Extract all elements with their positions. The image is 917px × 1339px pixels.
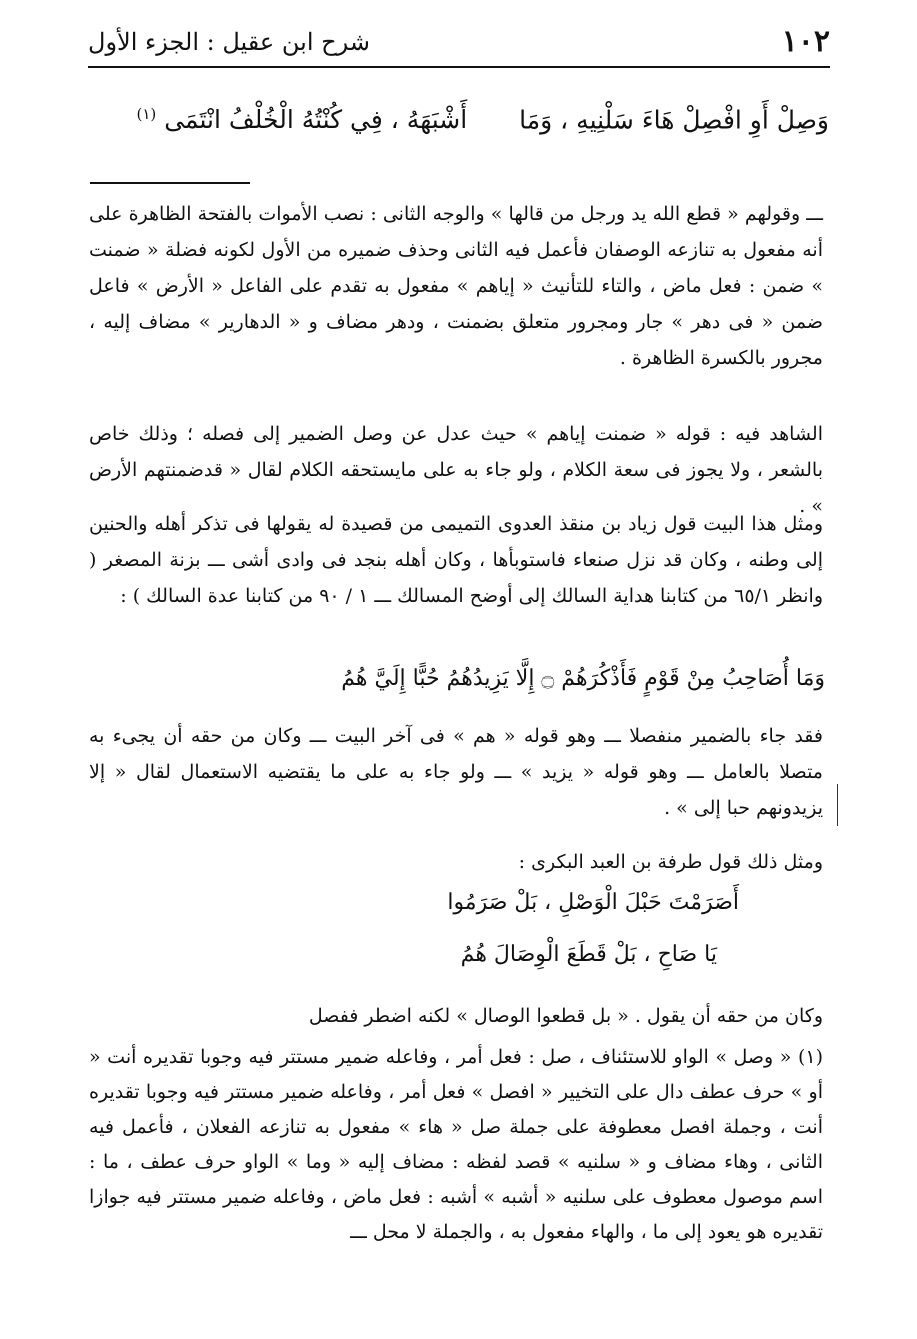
commentary-paragraph-6: وكان من حقه أن يقول . « بل قطعوا الوصال » لكنه اضطر ففصل xyxy=(308,1005,823,1027)
quoted-verse-1: وَمَا أُصَاحِبُ مِنْ قَوْمٍ فَأَذْكُرَهُمْ ۝ إِلَّا يَزِيدُهُمُ حُبًّا إِلَيَّ هُمُ xyxy=(341,666,825,691)
commentary-paragraph-1: ـــ وقولهم « قطع الله يد ورجل من قالها » والوجه الثانى : نصب الأموات بالفتحة الظاهرة على أنه مفعول به تنازعه الوصفان فأعمل فيه الثانى وحذف ضميره من الأول لكونه فضلة « ضمنت » ضمن : فعل ماض ، والتاء للتأنيث « إياهم » مفعول به تقدم على الفاعل « الأرض » فاعل ضمن « فى دهر » جار ومجرور متعلق بضمنت ، ودهر مضاف و « الدهارير » مضاف إليه ، مجرور بالكسرة الظاهرة . xyxy=(89,203,823,369)
commentary-paragraph-2: الشاهد فيه : قوله « ضمنت إياهم » حيث عدل عن وصل الضمير إلى فصله ؛ وذلك خاص بالشعر ، ولا يجوز فى سعة الكلام ، ولو جاء به على مايستحقه الكلام لقال « قدضمنتهم الأرض » . xyxy=(89,423,823,517)
footnote-1: (١) « وصل » الواو للاستئناف ، صل : فعل أمر ، وفاعله ضمير مستتر فيه وجوبا تقديره أنت « أو » حرف عطف دال على التخيير « افصل » فعل أمر ، وفاعله ضمير مستتر فيه وجوبا تقديره أنت ، وجملة افصل معطوفة على جملة صل « هاء » مفعول به تنازعه الفعلان ، فأعمل فيه الثانى ، وهاء مضاف و « سلنيه » قصد لفظه : مضاف إليه « وما » الواو حرف عطف ، ما : اسم موصول معطوف على سلنيه « أشبه » أشبه : فعل ماض ، وفاعله ضمير مستتر فيه جوازا تقديره هو يعود إلى ما ، والهاء مفعول به ، والجملة لا محل ـــ xyxy=(89,1046,823,1243)
running-title: شرح ابن عقيل : الجزء الأول xyxy=(88,28,370,56)
footnote-marker: (١) xyxy=(136,105,157,123)
commentary-paragraph-3: ومثل هذا البيت قول زياد بن منقذ العدوى التميمى من قصيدة له يقولها فى تذكر أهله والحنين إلى وطنه ، وكان قد نزل صنعاء فاستوبأها ، وكان أهله بنجد فى وادى أشى ـــ بزنة المصغر ( وانظر ٦٥/١ من كتابنا هداية السالك إلى أوضح المسالك ـــ ١ / ٩٠ من كتابنا عدة السالك ) : xyxy=(89,513,823,607)
quoted-verse-2-line-1: أَصَرَمْتَ حَبْلَ الْوَصْلِ ، بَلْ صَرَمُوا xyxy=(447,890,739,915)
commentary-paragraph-5: ومثل ذلك قول طرفة بن العبد البكرى : xyxy=(518,851,823,873)
verse-hemistich-b: أَشْبَهَهُ ، فِي كُنْتُهُ الْخُلْفُ انْتَمَى xyxy=(164,105,468,135)
margin-mark xyxy=(837,784,838,826)
footnote-separator xyxy=(90,182,250,184)
quoted-verse-2-line-2: يَا صَاحِ ، بَلْ قَطَعَ الْوِصَالَ هُمُ xyxy=(460,942,717,967)
main-verse xyxy=(87,94,829,140)
page-header xyxy=(88,24,830,64)
page-number: ١٠٢ xyxy=(781,24,830,59)
header-rule xyxy=(88,66,830,68)
verse-hemistich-a: وَصِلْ أَوِ افْصِلْ هَاءَ سَلْنِيهِ ، وَمَا xyxy=(519,105,829,135)
commentary-paragraph-4: فقد جاء بالضمير منفصلا ـــ وهو قوله « هم » فى آخر البيت ـــ وكان من حقه أن يجىء به متصلا بالعامل ـــ وهو قوله « يزيد » ـــ ولو جاء به على ما يقتضيه الاستعمال لقال « إلا يزيدونهم حبا إلى » . xyxy=(89,725,823,819)
